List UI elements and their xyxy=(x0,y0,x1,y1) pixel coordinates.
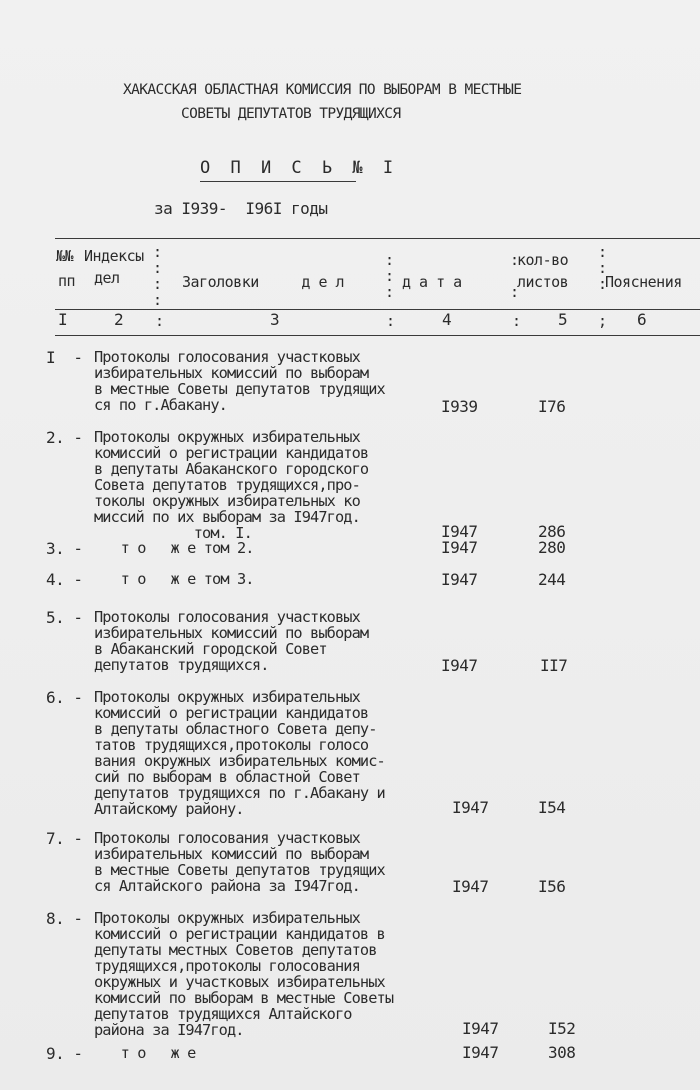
row-title-line: ся Алтайского района за I947год. xyxy=(94,877,360,895)
row-sheets: 244 xyxy=(538,570,566,589)
row-date: I947 xyxy=(441,538,478,557)
row-date: I947 xyxy=(441,522,478,541)
row-title-line: трудящихся,протоколы голосования xyxy=(94,957,360,975)
row-title-line: комиссий о регистрации кандидатов xyxy=(94,704,369,722)
col-titles-label: Заголовки д е л xyxy=(182,273,345,291)
row-number: 2. - xyxy=(46,428,83,447)
col-notes-label: Пояснения xyxy=(605,273,682,291)
row-title-line: Протоколы голосования участковых xyxy=(94,608,360,626)
row-title-line: татов трудящихся,протоколы голосо xyxy=(94,736,369,754)
row-title-line: района за I947год. xyxy=(94,1021,244,1039)
col-number-index: I xyxy=(58,310,68,329)
row-date: I947 xyxy=(441,656,478,675)
row-sheets: 308 xyxy=(548,1043,576,1062)
row-title-line: комиссий о регистрации кандидатов в xyxy=(94,925,385,943)
row-title-line: депутатов трудящихся Алтайского xyxy=(94,1005,352,1023)
row-title-line: избирательных комиссий по выборам xyxy=(94,364,369,382)
row-title-line: в местные Советы депутатов трудящих xyxy=(94,380,385,398)
inventory-underline xyxy=(200,181,356,182)
col-number-label-b: пп xyxy=(58,272,76,290)
row-title-line: Протоколы голосования участковых xyxy=(94,829,360,847)
row-title-line: депутаты местных Советов депутатов xyxy=(94,941,377,959)
col-number-label-a: №№ xyxy=(56,247,74,265)
row-title-line: Протоколы голосования участковых xyxy=(94,348,360,366)
column-divider: : xyxy=(155,312,164,330)
row-title-line: в депутаты Абаканского городского xyxy=(94,460,369,478)
row-date: I947 xyxy=(452,877,489,896)
inventory-heading: О П И С Ь № I xyxy=(200,158,399,178)
row-sheets: 286 xyxy=(538,522,566,541)
row-date: I947 xyxy=(452,798,489,817)
row-date: I939 xyxy=(441,397,478,416)
col-index-index: 2 xyxy=(114,310,124,329)
row-title-line: комиссий о регистрации кандидатов xyxy=(94,444,369,462)
row-title-line: депутатов трудящихся по г.Абакану и xyxy=(94,784,385,802)
row-title-line: избирательных комиссий по выборам xyxy=(94,624,369,642)
row-date: I947 xyxy=(462,1019,499,1038)
row-title-line: комиссий по выборам в местные Советы xyxy=(94,989,394,1007)
col-index-label-b: дел xyxy=(94,269,120,287)
document-title-line-1: ХАКАССКАЯ ОБЛАСТНАЯ КОМИССИЯ ПО ВЫБОРАМ В МЕСТНЫЕ xyxy=(123,82,522,98)
row-date: I947 xyxy=(462,1043,499,1062)
col-date-label: д а т а xyxy=(402,273,462,291)
years-range: за I939- I96I годы xyxy=(154,199,328,218)
col-sheets-index: 5 xyxy=(558,310,568,329)
row-sheets: I52 xyxy=(548,1019,576,1038)
document-title-line-2: СОВЕТЫ ДЕПУТАТОВ ТРУДЯЩИХСЯ xyxy=(181,106,401,122)
header-top-rule xyxy=(55,238,700,239)
row-number: 5. - xyxy=(46,608,83,627)
row-number: 9. - xyxy=(46,1044,83,1063)
row-title-line: Совета депутатов трудящихся,про- xyxy=(94,476,360,494)
row-title-line: Протоколы окружных избирательных xyxy=(94,688,360,706)
column-divider: : xyxy=(386,312,395,330)
row-sheets: I54 xyxy=(538,798,566,817)
row-title-line: токолы окружных избирательных ко xyxy=(94,492,360,510)
row-sheets: 280 xyxy=(538,538,566,557)
row-number: 4. - xyxy=(46,570,83,589)
row-title-line: т о ж е xyxy=(104,1044,196,1062)
row-date: I947 xyxy=(441,570,478,589)
row-title-line: Протоколы окружных избирательных xyxy=(94,909,360,927)
row-title-line: Алтайскому району. xyxy=(94,800,244,818)
row-title-line: депутатов трудящихся. xyxy=(94,656,269,674)
column-divider: ; xyxy=(598,312,607,330)
column-divider: : : : xyxy=(385,251,394,301)
col-sheets-label-a: кол-во xyxy=(517,251,569,269)
header-mid-rule xyxy=(55,309,700,310)
row-title-line: сий по выборам в областной Совет xyxy=(94,768,360,786)
row-title-line: в Абаканский городской Совет xyxy=(94,640,327,658)
column-divider: : : : : xyxy=(153,243,162,309)
row-title-line: миссий по их выборам за I947год. xyxy=(94,508,360,526)
col-date-index: 4 xyxy=(442,310,452,329)
header-bottom-rule xyxy=(55,335,700,336)
row-title-line: избирательных комиссий по выборам xyxy=(94,845,369,863)
row-title-line: Протоколы окружных избирательных xyxy=(94,428,360,446)
row-title-line: том. I. xyxy=(94,524,252,542)
row-title-line: ся по г.Абакану. xyxy=(94,396,227,414)
column-divider: : xyxy=(512,312,521,330)
column-divider: : : : xyxy=(598,243,607,293)
row-sheets: I56 xyxy=(538,877,566,896)
row-title-line: окружных и участковых избирательных xyxy=(94,973,385,991)
row-title-line: вания окружных избирательных комис- xyxy=(94,752,385,770)
row-title-line: т о ж е том 3. xyxy=(104,570,254,588)
row-number: 7. - xyxy=(46,829,83,848)
row-title-line: т о ж е том 2. xyxy=(104,539,254,557)
col-index-label-a: Индексы xyxy=(84,247,144,265)
row-title-line: в местные Советы депутатов трудящих xyxy=(94,861,385,879)
row-number: 3. - xyxy=(46,539,83,558)
col-sheets-label-b: листов xyxy=(517,273,569,291)
row-number: 8. - xyxy=(46,909,83,928)
row-sheets: I76 xyxy=(538,397,566,416)
col-notes-index: 6 xyxy=(637,310,647,329)
column-divider: : : xyxy=(510,251,519,301)
row-number: I - xyxy=(46,348,83,367)
row-number: 6. - xyxy=(46,688,83,707)
col-titles-index: 3 xyxy=(270,310,280,329)
row-title-line: в депутаты областного Совета депу- xyxy=(94,720,377,738)
row-sheets: II7 xyxy=(540,656,568,675)
